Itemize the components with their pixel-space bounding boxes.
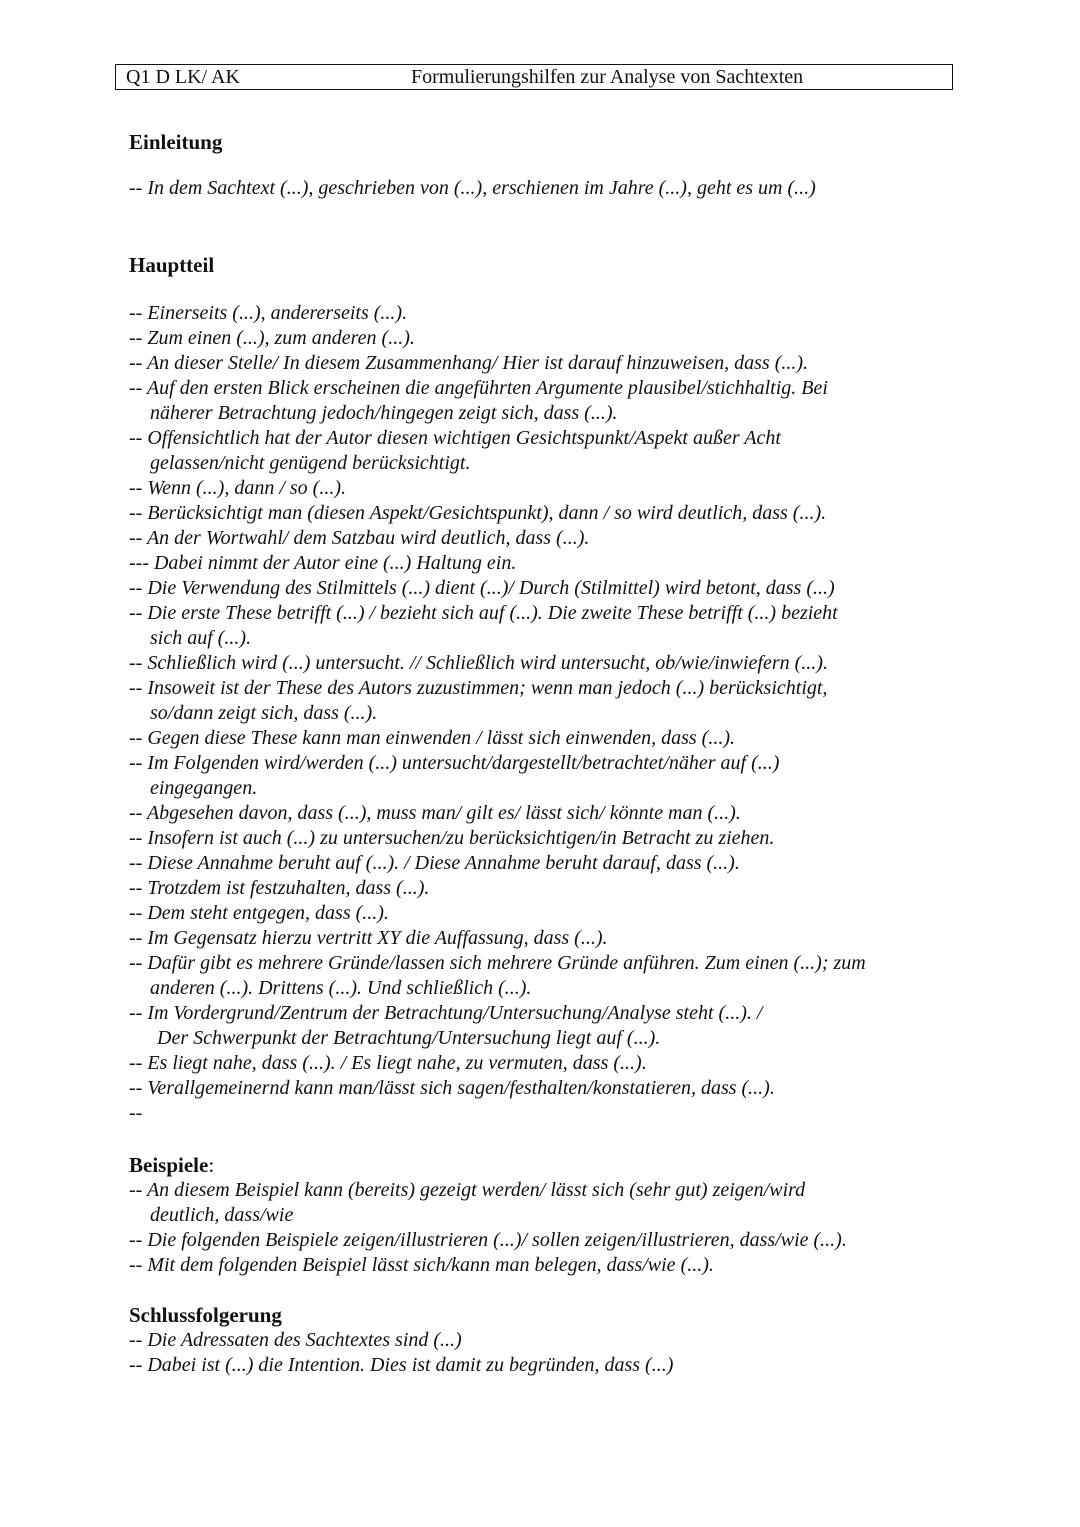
heading-beispiele-text: Beispiele: [129, 1153, 209, 1177]
hauptteil-line: -- Es liegt nahe, dass (...). / Es liegt nahe, zu vermuten, dass (...).: [129, 1052, 647, 1074]
heading-einleitung: Einleitung: [129, 130, 223, 154]
einleitung-line: -- In dem Sachtext (...), geschrieben von (...), erschienen im Jahre (...), geht es um (...): [129, 177, 816, 199]
hauptteil-line: -- Berücksichtigt man (diesen Aspekt/Gesichtspunkt), dann / so wird deutlich, dass (...).: [129, 502, 827, 524]
hauptteil-line: -- Gegen diese These kann man einwenden / lässt sich einwenden, dass (...).: [129, 727, 735, 749]
hauptteil-line: --- Dabei nimmt der Autor eine (...) Haltung ein.: [129, 552, 517, 574]
hauptteil-line: -- Im Vordergrund/Zentrum der Betrachtung/Untersuchung/Analyse steht (...). /: [129, 1002, 763, 1024]
hauptteil-line: gelassen/nicht genügend berücksichtigt.: [150, 452, 471, 474]
hauptteil-line: eingegangen.: [150, 777, 258, 799]
beispiele-line: -- Mit dem folgenden Beispiel lässt sich/kann man belegen, dass/wie (...).: [129, 1254, 714, 1276]
schluss-line: -- Dabei ist (...) die Intention. Dies ist damit zu begründen, dass (...): [129, 1354, 674, 1376]
hauptteil-line: -- Insoweit ist der These des Autors zuzustimmen; wenn man jedoch (...) berücksichtigt,: [129, 677, 828, 699]
hauptteil-line: -- Diese Annahme beruht auf (...). / Diese Annahme beruht darauf, dass (...).: [129, 852, 740, 874]
heading-schlussfolgerung: Schlussfolgerung: [129, 1303, 282, 1327]
hauptteil-line: -- An dieser Stelle/ In diesem Zusammenhang/ Hier ist darauf hinzuweisen, dass (...).: [129, 352, 809, 374]
heading-beispiele-colon: :: [208, 1153, 215, 1177]
heading-hauptteil: Hauptteil: [129, 253, 215, 277]
document-title: Formulierungshilfen zur Analyse von Sachtexten: [411, 66, 804, 88]
heading-beispiele: [129, 1152, 214, 1178]
hauptteil-line: -- An der Wortwahl/ dem Satzbau wird deutlich, dass (...).: [129, 527, 590, 549]
hauptteil-line: -- Offensichtlich hat der Autor diesen wichtigen Gesichtspunkt/Aspekt außer Acht: [129, 427, 781, 449]
hauptteil-line: -- Schließlich wird (...) untersucht. // Schließlich wird untersucht, ob/wie/inwiefern (...).: [129, 652, 828, 674]
hauptteil-line: -- Trotzdem ist festzuhalten, dass (...).: [129, 877, 430, 899]
hauptteil-line: -- Abgesehen davon, dass (...), muss man/ gilt es/ lässt sich/ könnte man (...).: [129, 802, 741, 824]
hauptteil-line: näherer Betrachtung jedoch/hingegen zeigt sich, dass (...).: [150, 402, 618, 424]
hauptteil-line: -- Insofern ist auch (...) zu untersuchen/zu berücksichtigen/in Betracht zu ziehen.: [129, 827, 775, 849]
hauptteil-line: --: [129, 1102, 143, 1124]
hauptteil-line: so/dann zeigt sich, dass (...).: [150, 702, 378, 724]
hauptteil-line: sich auf (...).: [150, 627, 252, 649]
beispiele-line: deutlich, dass/wie: [150, 1204, 294, 1226]
beispiele-line: -- An diesem Beispiel kann (bereits) gezeigt werden/ lässt sich (sehr gut) zeigen/wird: [129, 1179, 806, 1201]
hauptteil-line: -- Wenn (...), dann / so (...).: [129, 477, 347, 499]
schluss-line: -- Die Adressaten des Sachtextes sind (...): [129, 1329, 462, 1351]
document-header: [115, 64, 953, 90]
course-label: Q1 D LK/ AK: [126, 66, 240, 88]
hauptteil-line: -- Verallgemeinernd kann man/lässt sich sagen/festhalten/konstatieren, dass (...).: [129, 1077, 775, 1099]
hauptteil-line: -- Dem steht entgegen, dass (...).: [129, 902, 389, 924]
hauptteil-line: -- Einerseits (...), andererseits (...).: [129, 302, 408, 324]
hauptteil-line: Der Schwerpunkt der Betrachtung/Untersuchung liegt auf (...).: [157, 1027, 661, 1049]
hauptteil-line: -- Die erste These betrifft (...) / bezieht sich auf (...). Die zweite These betrifft (...) bezieht: [129, 602, 838, 624]
hauptteil-line: -- Dafür gibt es mehrere Gründe/lassen sich mehrere Gründe anführen. Zum einen (...); zum: [129, 952, 866, 974]
hauptteil-line: -- Auf den ersten Blick erscheinen die angeführten Argumente plausibel/stichhaltig. Bei: [129, 377, 828, 399]
beispiele-line: -- Die folgenden Beispiele zeigen/illustrieren (...)/ sollen zeigen/illustrieren, dass/wie (...).: [129, 1229, 847, 1251]
hauptteil-line: -- Zum einen (...), zum anderen (...).: [129, 327, 415, 349]
hauptteil-line: -- Im Gegensatz hierzu vertritt XY die Auffassung, dass (...).: [129, 927, 608, 949]
hauptteil-line: -- Die Verwendung des Stilmittels (...) dient (...)/ Durch (Stilmittel) wird betont, dass (...): [129, 577, 835, 599]
hauptteil-line: -- Im Folgenden wird/werden (...) untersucht/dargestellt/betrachtet/näher auf (...): [129, 752, 780, 774]
hauptteil-line: anderen (...). Drittens (...). Und schließlich (...).: [150, 977, 532, 999]
